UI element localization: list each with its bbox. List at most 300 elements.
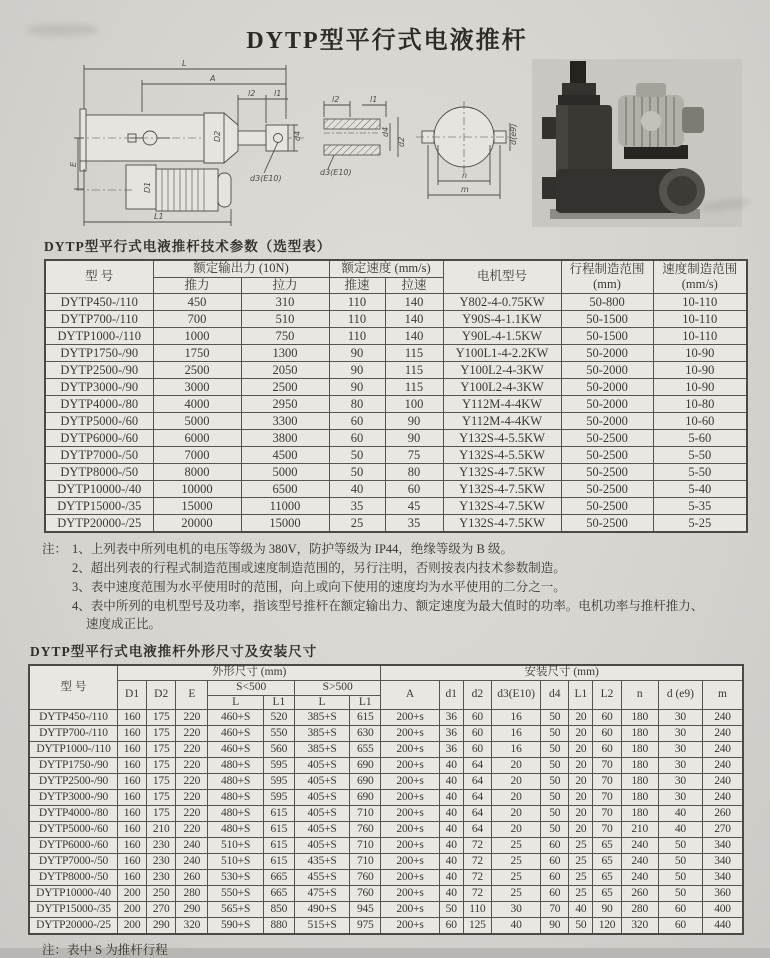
value-cell: 1000 — [153, 328, 241, 345]
model-cell: DYTP3000-/90 — [29, 790, 117, 806]
model-cell: DYTP15000-/35 — [45, 498, 153, 515]
spec-table-header — [45, 260, 747, 294]
value-cell: 6500 — [241, 481, 329, 498]
table-row — [29, 790, 743, 806]
value-cell: 110 — [329, 328, 385, 345]
th-motor: 电机型号 — [443, 260, 561, 294]
dim-label-d2-detail: d2 — [397, 136, 406, 147]
value-cell: 6000 — [153, 430, 241, 447]
value-cell: 35 — [385, 515, 443, 533]
value-cell: 210 — [621, 822, 658, 838]
value-cell: 4500 — [241, 447, 329, 464]
value-cell: 30 — [658, 726, 702, 742]
value-cell: 36 — [439, 726, 463, 742]
value-cell: 50-1500 — [561, 311, 653, 328]
value-cell: 72 — [463, 838, 491, 854]
value-cell: 690 — [350, 758, 381, 774]
spec-table — [44, 259, 748, 533]
model-cell: DYTP10000-/40 — [45, 481, 153, 498]
value-cell: 320 — [176, 918, 208, 935]
note-item: 3、表中速度范围为水平使用时的范围，向上或向下使用的速度均为水平使用的二分之一。 — [72, 579, 566, 594]
value-cell: 340 — [703, 854, 743, 870]
technical-drawing — [62, 57, 532, 229]
value-cell: 7000 — [153, 447, 241, 464]
value-cell: Y132S-4-7.5KW — [443, 515, 561, 533]
th-install-dims: 安装尺寸 (mm) — [381, 665, 743, 680]
value-cell: 50 — [541, 806, 569, 822]
value-cell: 3300 — [241, 413, 329, 430]
th-push: 推力 — [153, 277, 241, 294]
value-cell: 240 — [621, 854, 658, 870]
value-cell: 50 — [439, 902, 463, 918]
model-cell: DYTP450-/110 — [29, 710, 117, 726]
value-cell: 340 — [703, 838, 743, 854]
value-cell: 10-110 — [653, 311, 747, 328]
value-cell: 460+S — [208, 742, 263, 758]
table-row — [45, 481, 747, 498]
value-cell: 550+S — [208, 886, 263, 902]
value-cell: 40 — [439, 790, 463, 806]
value-cell: 760 — [350, 870, 381, 886]
value-cell: 160 — [117, 822, 146, 838]
value-cell: 50 — [541, 790, 569, 806]
model-cell: DYTP1750-/90 — [45, 345, 153, 362]
th-d2: d2 — [463, 680, 491, 710]
value-cell: 160 — [117, 774, 146, 790]
dim-label-D2: D2 — [213, 130, 222, 142]
value-cell: 60 — [541, 886, 569, 902]
value-cell: 690 — [350, 774, 381, 790]
value-cell: 240 — [703, 726, 743, 742]
value-cell: 5000 — [241, 464, 329, 481]
value-cell: 30 — [658, 742, 702, 758]
value-cell: 1750 — [153, 345, 241, 362]
value-cell: 140 — [385, 294, 443, 311]
value-cell: 270 — [703, 822, 743, 838]
value-cell: 60 — [658, 918, 702, 935]
value-cell: 615 — [263, 806, 294, 822]
value-cell: 11000 — [241, 498, 329, 515]
value-cell: 385+S — [294, 710, 349, 726]
value-cell: 2500 — [241, 379, 329, 396]
value-cell: 40 — [658, 822, 702, 838]
value-cell: 60 — [463, 742, 491, 758]
value-cell: 10-110 — [653, 328, 747, 345]
value-cell: 5-50 — [653, 447, 747, 464]
value-cell: 65 — [593, 886, 621, 902]
value-cell: 290 — [147, 918, 176, 935]
value-cell: 64 — [463, 790, 491, 806]
value-cell: 50-1500 — [561, 328, 653, 345]
th-L1: L1 — [569, 680, 593, 710]
value-cell: 60 — [439, 918, 463, 935]
value-cell: 460+S — [208, 710, 263, 726]
value-cell: 10-90 — [653, 345, 747, 362]
value-cell: 615 — [263, 822, 294, 838]
model-cell: DYTP3000-/90 — [45, 379, 153, 396]
value-cell: 64 — [463, 758, 491, 774]
dimension-table — [28, 664, 744, 935]
model-cell: DYTP4000-/80 — [45, 396, 153, 413]
value-cell: 200+s — [381, 902, 439, 918]
table-row — [29, 710, 743, 726]
value-cell: Y100L1-4-2.2KW — [443, 345, 561, 362]
table-row — [45, 362, 747, 379]
value-cell: 25 — [491, 870, 540, 886]
value-cell: 400 — [703, 902, 743, 918]
table-row — [45, 413, 747, 430]
value-cell: 50 — [541, 758, 569, 774]
value-cell: 60 — [593, 742, 621, 758]
model-cell: DYTP6000-/60 — [29, 838, 117, 854]
th-D2: D2 — [147, 680, 176, 710]
table-row — [29, 742, 743, 758]
value-cell: 72 — [463, 854, 491, 870]
value-cell: 220 — [176, 774, 208, 790]
th-d1: d1 — [439, 680, 463, 710]
model-cell: DYTP8000-/50 — [45, 464, 153, 481]
table-row — [29, 838, 743, 854]
value-cell: 50 — [541, 726, 569, 742]
note-item: 1、上列表中所列电机的电压等级为 380V，防护等级为 IP44，绝缘等级为 B 级。 — [72, 542, 513, 557]
value-cell: 240 — [621, 870, 658, 886]
value-cell: 665 — [263, 886, 294, 902]
value-cell: 160 — [117, 806, 146, 822]
dim-label-A: A — [210, 74, 216, 83]
dim-label-d4: d4 — [293, 130, 302, 141]
value-cell: 405+S — [294, 790, 349, 806]
value-cell: 50-2500 — [561, 447, 653, 464]
value-cell: 220 — [176, 758, 208, 774]
value-cell: 15000 — [241, 515, 329, 533]
value-cell: 36 — [439, 710, 463, 726]
value-cell: 1300 — [241, 345, 329, 362]
value-cell: 320 — [621, 918, 658, 935]
th-L-lt: L — [208, 695, 263, 710]
value-cell: 710 — [350, 806, 381, 822]
th-pull-speed: 拉速 — [385, 277, 443, 294]
value-cell: 25 — [491, 886, 540, 902]
value-cell: 590+S — [208, 918, 263, 935]
table-row — [29, 774, 743, 790]
value-cell: 200 — [117, 902, 146, 918]
table-row — [45, 311, 747, 328]
value-cell: 710 — [350, 838, 381, 854]
th-rated-force: 额定输出力 (10N) — [153, 260, 329, 277]
value-cell: 450 — [153, 294, 241, 311]
value-cell: 340 — [703, 870, 743, 886]
value-cell: 90 — [385, 413, 443, 430]
dimension-table-header — [29, 665, 743, 710]
value-cell: 385+S — [294, 742, 349, 758]
th-s-gt-500: S>500 — [294, 680, 380, 695]
value-cell: 160 — [117, 838, 146, 854]
value-cell: 50 — [658, 870, 702, 886]
value-cell: 310 — [241, 294, 329, 311]
value-cell: 690 — [350, 790, 381, 806]
model-cell: DYTP700-/110 — [29, 726, 117, 742]
note-item: 2、超出列表的行程式制造范围或速度制造范围的，另行注明，否则按表内技术参数制造。 — [72, 561, 566, 575]
value-cell: 20 — [569, 806, 593, 822]
value-cell: 615 — [263, 854, 294, 870]
value-cell: 405+S — [294, 838, 349, 854]
value-cell: 50 — [541, 774, 569, 790]
value-cell: 70 — [593, 758, 621, 774]
value-cell: 110 — [329, 294, 385, 311]
value-cell: 280 — [621, 902, 658, 918]
dim-label-L1: L1 — [154, 212, 164, 221]
value-cell: 110 — [329, 311, 385, 328]
value-cell: 40 — [439, 870, 463, 886]
table-row — [29, 870, 743, 886]
value-cell: 25 — [569, 854, 593, 870]
value-cell: 16 — [491, 710, 540, 726]
value-cell: 405+S — [294, 758, 349, 774]
value-cell: 20 — [491, 758, 540, 774]
value-cell: 175 — [147, 774, 176, 790]
value-cell: 230 — [147, 854, 176, 870]
value-cell: 480+S — [208, 822, 263, 838]
value-cell: 90 — [593, 902, 621, 918]
value-cell: 180 — [621, 726, 658, 742]
value-cell: 25 — [329, 515, 385, 533]
value-cell: 440 — [703, 918, 743, 935]
value-cell: 700 — [153, 311, 241, 328]
value-cell: 160 — [117, 710, 146, 726]
value-cell: 50-2500 — [561, 498, 653, 515]
value-cell: 175 — [147, 806, 176, 822]
value-cell: 5-40 — [653, 481, 747, 498]
dim-label-d3-detail: d3(E10) — [320, 168, 352, 177]
value-cell: Y112M-4-4KW — [443, 396, 561, 413]
value-cell: 90 — [329, 362, 385, 379]
value-cell: 5-35 — [653, 498, 747, 515]
table-row — [45, 328, 747, 345]
model-cell: DYTP1000-/110 — [29, 742, 117, 758]
value-cell: 25 — [491, 838, 540, 854]
value-cell: 240 — [703, 790, 743, 806]
table-row — [29, 806, 743, 822]
th-L-gt: L — [294, 695, 349, 710]
value-cell: 50 — [541, 822, 569, 838]
table-row — [29, 758, 743, 774]
value-cell: 60 — [593, 726, 621, 742]
value-cell: 115 — [385, 379, 443, 396]
table-row — [29, 822, 743, 838]
value-cell: 560 — [263, 742, 294, 758]
th-outer-dims: 外形尺寸 (mm) — [117, 665, 380, 680]
value-cell: 160 — [117, 742, 146, 758]
value-cell: 200+s — [381, 742, 439, 758]
value-cell: 270 — [147, 902, 176, 918]
value-cell: 50 — [569, 918, 593, 935]
value-cell: 750 — [241, 328, 329, 345]
value-cell: 175 — [147, 742, 176, 758]
value-cell: 460+S — [208, 726, 263, 742]
value-cell: 50-2000 — [561, 379, 653, 396]
value-cell: 140 — [385, 328, 443, 345]
value-cell: 220 — [176, 742, 208, 758]
value-cell: 405+S — [294, 806, 349, 822]
value-cell: 115 — [385, 345, 443, 362]
value-cell: 50 — [658, 838, 702, 854]
value-cell: 200+s — [381, 854, 439, 870]
value-cell: 36 — [439, 742, 463, 758]
value-cell: 3000 — [153, 379, 241, 396]
value-cell: 50 — [541, 742, 569, 758]
value-cell: 180 — [621, 806, 658, 822]
dim-label-l2-detail: l2 — [332, 95, 340, 104]
value-cell: 230 — [147, 838, 176, 854]
value-cell: 760 — [350, 822, 381, 838]
value-cell: 2950 — [241, 396, 329, 413]
model-cell: DYTP700-/110 — [45, 311, 153, 328]
model-cell: DYTP7000-/50 — [29, 854, 117, 870]
table-row — [29, 854, 743, 870]
value-cell: 2050 — [241, 362, 329, 379]
value-cell: 40 — [439, 886, 463, 902]
value-cell: 2500 — [153, 362, 241, 379]
value-cell: 200+s — [381, 838, 439, 854]
value-cell: Y132S-4-7.5KW — [443, 481, 561, 498]
value-cell: 665 — [263, 870, 294, 886]
value-cell: 50-2000 — [561, 413, 653, 430]
dim-label-d4-detail: d4 — [381, 126, 390, 137]
value-cell: 200+s — [381, 870, 439, 886]
value-cell: 50-2500 — [561, 430, 653, 447]
value-cell: 200+s — [381, 822, 439, 838]
value-cell: 15000 — [153, 498, 241, 515]
value-cell: 175 — [147, 710, 176, 726]
th-A: A — [381, 680, 439, 710]
th-speed-range: 速度制造范围 (mm/s) — [653, 260, 747, 294]
value-cell: 40 — [491, 918, 540, 935]
th-D1: D1 — [117, 680, 146, 710]
value-cell: 200+s — [381, 726, 439, 742]
value-cell: 40 — [439, 774, 463, 790]
value-cell: 10-90 — [653, 379, 747, 396]
value-cell: 230 — [147, 870, 176, 886]
value-cell: 220 — [176, 710, 208, 726]
value-cell: 475+S — [294, 886, 349, 902]
value-cell: 880 — [263, 918, 294, 935]
value-cell: 490+S — [294, 902, 349, 918]
value-cell: 80 — [329, 396, 385, 413]
value-cell: 200+s — [381, 710, 439, 726]
value-cell: 360 — [703, 886, 743, 902]
value-cell: Y90L-4-1.5KW — [443, 328, 561, 345]
value-cell: 20 — [569, 726, 593, 742]
value-cell: 125 — [463, 918, 491, 935]
th-L2: L2 — [593, 680, 621, 710]
model-cell: DYTP20000-/25 — [45, 515, 153, 533]
table-row — [45, 345, 747, 362]
value-cell: 40 — [439, 822, 463, 838]
value-cell: 510+S — [208, 838, 263, 854]
model-cell: DYTP20000-/25 — [29, 918, 117, 935]
value-cell: 180 — [621, 790, 658, 806]
value-cell: 60 — [541, 838, 569, 854]
bleed-through-artifact — [28, 24, 98, 36]
table1-title: DYTP型平行式电液推杆技术参数（选型表） — [44, 239, 332, 254]
value-cell: 10-110 — [653, 294, 747, 311]
value-cell: 25 — [569, 838, 593, 854]
dim-label-m: m — [461, 185, 469, 194]
table-row — [29, 918, 743, 935]
value-cell: 240 — [176, 838, 208, 854]
model-cell: DYTP10000-/40 — [29, 886, 117, 902]
table-row — [45, 498, 747, 515]
value-cell: 220 — [176, 806, 208, 822]
value-cell: 175 — [147, 790, 176, 806]
value-cell: Y132S-4-7.5KW — [443, 498, 561, 515]
model-cell: DYTP450-/110 — [45, 294, 153, 311]
table-row — [45, 379, 747, 396]
value-cell: 290 — [176, 902, 208, 918]
model-cell: DYTP4000-/80 — [29, 806, 117, 822]
value-cell: 40 — [439, 758, 463, 774]
value-cell: 50 — [541, 710, 569, 726]
th-m: m — [703, 680, 743, 710]
value-cell: 90 — [329, 345, 385, 362]
value-cell: 30 — [658, 774, 702, 790]
value-cell: 40 — [439, 838, 463, 854]
value-cell: 260 — [703, 806, 743, 822]
value-cell: 60 — [463, 726, 491, 742]
value-cell: 30 — [658, 790, 702, 806]
value-cell: Y132S-4-5.5KW — [443, 430, 561, 447]
value-cell: 40 — [439, 854, 463, 870]
model-cell: DYTP1750-/90 — [29, 758, 117, 774]
value-cell: 240 — [703, 758, 743, 774]
value-cell: 20000 — [153, 515, 241, 533]
table-row — [29, 902, 743, 918]
value-cell: 90 — [329, 379, 385, 396]
value-cell: 50 — [658, 886, 702, 902]
value-cell: 260 — [176, 870, 208, 886]
value-cell: 120 — [593, 918, 621, 935]
value-cell: 45 — [385, 498, 443, 515]
value-cell: 72 — [463, 870, 491, 886]
value-cell: 565+S — [208, 902, 263, 918]
value-cell: 595 — [263, 774, 294, 790]
value-cell: 5000 — [153, 413, 241, 430]
value-cell: 595 — [263, 758, 294, 774]
value-cell: Y100L2-4-3KW — [443, 362, 561, 379]
value-cell: 25 — [569, 870, 593, 886]
model-cell: DYTP5000-/60 — [45, 413, 153, 430]
value-cell: 50-2500 — [561, 481, 653, 498]
value-cell: 250 — [147, 886, 176, 902]
value-cell: 220 — [176, 790, 208, 806]
value-cell: 200 — [117, 918, 146, 935]
value-cell: 20 — [569, 790, 593, 806]
value-cell: 160 — [117, 870, 146, 886]
model-cell: DYTP2500-/90 — [45, 362, 153, 379]
value-cell: 70 — [593, 790, 621, 806]
value-cell: 70 — [593, 822, 621, 838]
value-cell: 200+s — [381, 886, 439, 902]
table2-title: DYTP型平行式电液推杆外形尺寸及安装尺寸 — [30, 644, 318, 659]
value-cell: 975 — [350, 918, 381, 935]
value-cell: Y90S-4-1.1KW — [443, 311, 561, 328]
value-cell: 200 — [117, 886, 146, 902]
value-cell: 75 — [385, 447, 443, 464]
value-cell: 72 — [463, 886, 491, 902]
value-cell: 50-2000 — [561, 362, 653, 379]
value-cell: 90 — [385, 430, 443, 447]
value-cell: 160 — [117, 758, 146, 774]
